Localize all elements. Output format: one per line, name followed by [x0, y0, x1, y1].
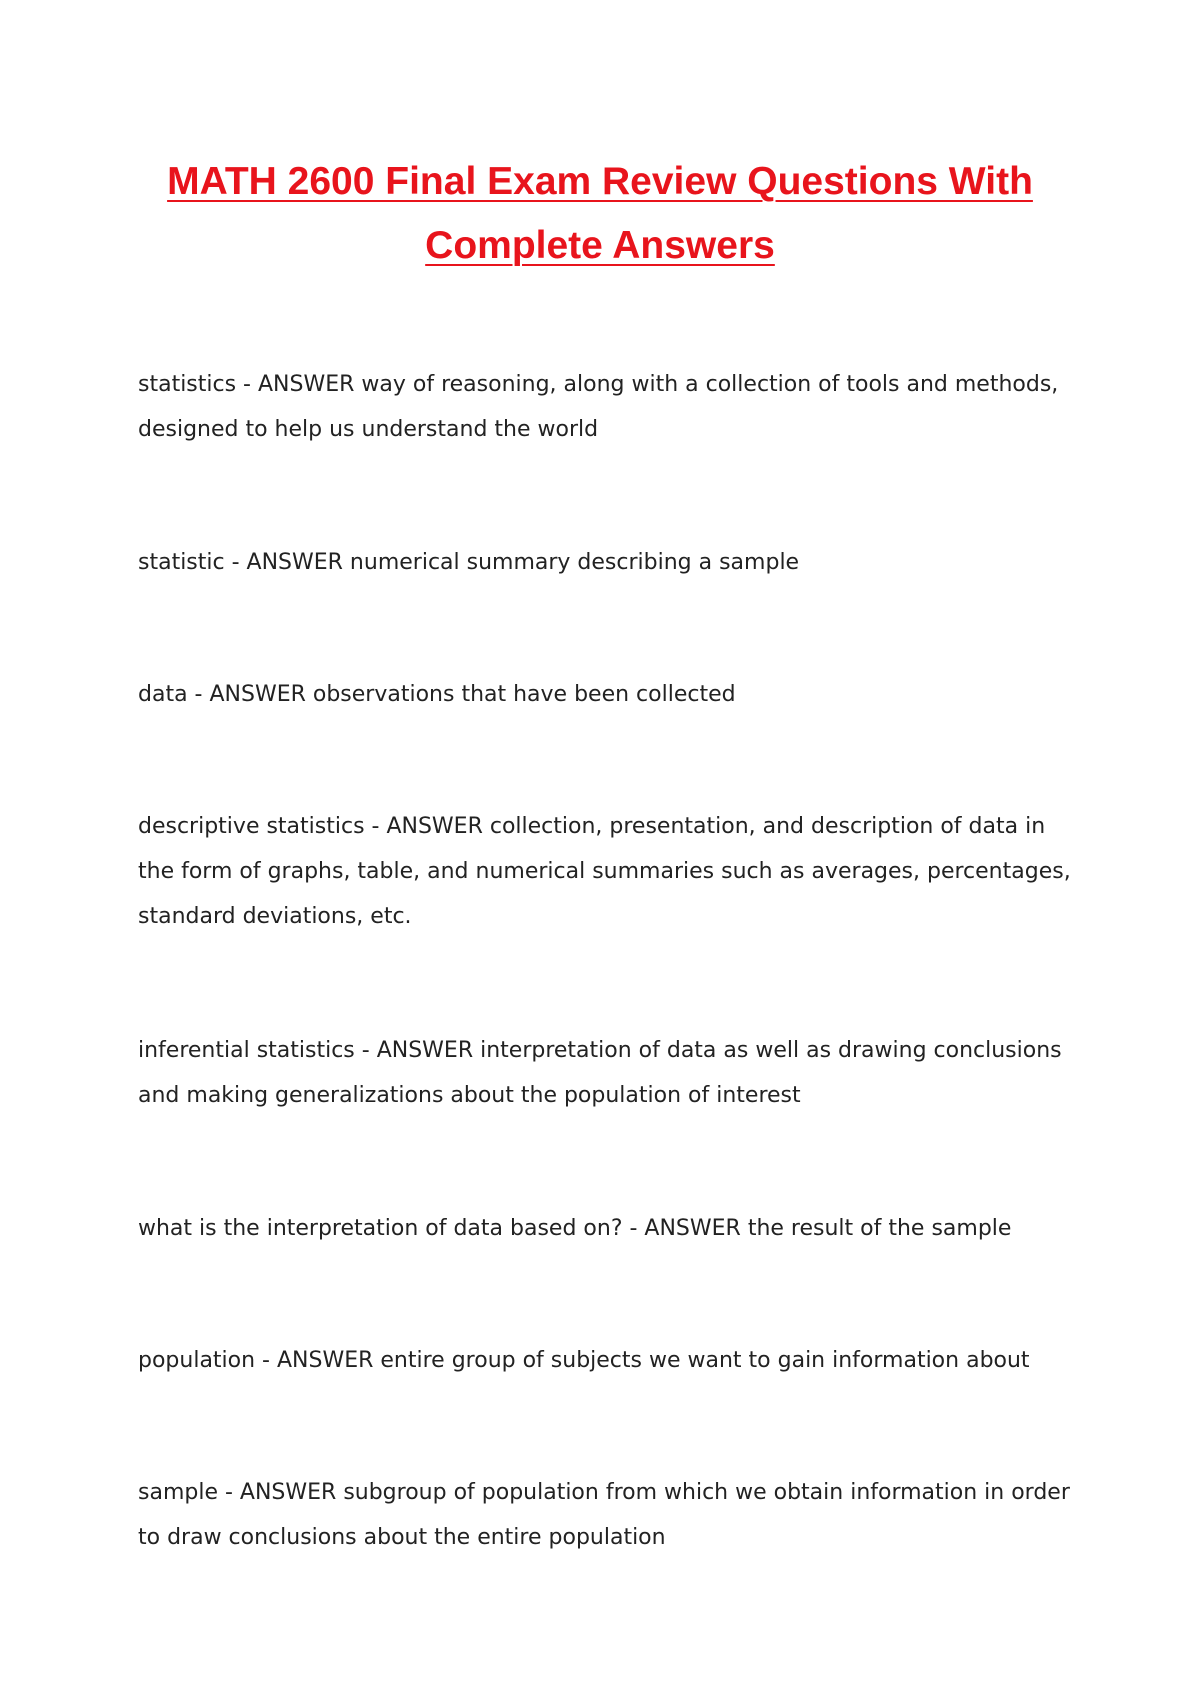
qa-item-interpretation: what is the interpretation of data based on? - ANSWER the result of the sample	[138, 1216, 1012, 1241]
qa-item-statistics: statistics - ANSWER way of reasoning, along with a collection of tools and methods, designed to help us understand the world	[138, 372, 1059, 442]
qa-item-descriptive-statistics: descriptive statistics - ANSWER collection, presentation, and description of data in the form of graphs, table, and numerical summaries such as averages, percentages, standard deviations, etc.	[138, 814, 1071, 929]
qa-item-population: population - ANSWER entire group of subjects we want to gain information about	[138, 1348, 1030, 1373]
document-title: MATH 2600 Final Exam Review Questions With Complete Answers	[167, 160, 1033, 267]
qa-item-data: data - ANSWER observations that have been collected	[138, 682, 736, 707]
qa-item-inferential-statistics: inferential statistics - ANSWER interpretation of data as well as drawing conclusions and making generalizations about the population of interest	[138, 1038, 1062, 1108]
qa-item-sample: sample - ANSWER subgroup of population from which we obtain information in order to draw conclusions about the entire population	[138, 1480, 1070, 1550]
qa-item-statistic: statistic - ANSWER numerical summary describing a sample	[138, 550, 800, 575]
